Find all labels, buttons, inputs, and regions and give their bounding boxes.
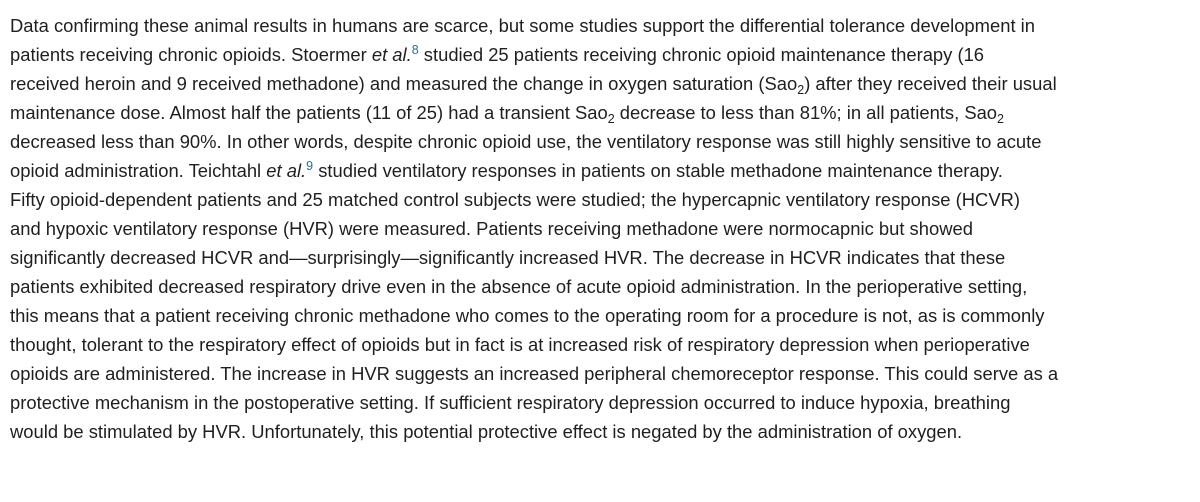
paragraph-line [10, 98, 1190, 127]
subscript: 2 [797, 83, 805, 97]
paragraph-line: significantly decreased HCVR and—surprisingly—significantly increased HVR. The decrease in HCVR indicates that these [10, 247, 1006, 268]
body-paragraph [10, 11, 1190, 446]
paragraph-line [10, 156, 1190, 185]
text-run: ) after they received their usual [804, 73, 1057, 94]
paragraph-line [10, 69, 1190, 98]
citation-link-8[interactable]: 8 [411, 43, 419, 57]
text-run: studied 25 patients receiving chronic opioid maintenance therapy (16 [418, 44, 985, 65]
paragraph-line: would be stimulated by HVR. Unfortunately, this potential protective effect is negated by the administration of oxygen. [10, 421, 963, 442]
paragraph-line: decreased less than 90%. In other words, despite chronic opioid use, the ventilatory response was still highly sensitive to acute [10, 131, 1042, 152]
text-run: opioid administration. Teichtahl [10, 160, 267, 181]
et-al-italic: et al. [371, 44, 412, 65]
text-run: received heroin and 9 received methadone) and measured the change in oxygen saturation (Sao [10, 73, 798, 94]
paragraph-line: opioids are administered. The increase in HVR suggests an increased peripheral chemoreceptor response. This could serve as a [10, 363, 1059, 384]
subscript: 2 [607, 112, 615, 126]
paragraph-line: patients exhibited decreased respiratory drive even in the absence of acute opioid administration. In the perioperative setting, [10, 276, 1028, 297]
citation-link-9[interactable]: 9 [306, 159, 314, 173]
text-run: maintenance dose. Almost half the patients (11 of 25) had a transient Sao [10, 102, 608, 123]
text-run: studied ventilatory responses in patients on stable methadone maintenance therapy. [313, 160, 1003, 181]
text-run: decrease to less than 81%; in all patients, Sao [614, 102, 998, 123]
paragraph-line: protective mechanism in the postoperative setting. If sufficient respiratory depression occurred to induce hypoxia, breathing [10, 392, 1011, 413]
paragraph-line: Fifty opioid-dependent patients and 25 matched control subjects were studied; the hypercapnic ventilatory response (HCVR) [10, 189, 1020, 210]
text-run: patients receiving chronic opioids. Stoermer [10, 44, 372, 65]
paragraph-line [10, 40, 1190, 69]
et-al-italic: et al. [266, 160, 307, 181]
paragraph-line: this means that a patient receiving chronic methadone who comes to the operating room for a procedure is not, as is commonly [10, 305, 1045, 326]
subscript: 2 [997, 112, 1004, 126]
paragraph-line: Data confirming these animal results in humans are scarce, but some studies support the differential tolerance development in [10, 15, 1035, 36]
paragraph-line: thought, tolerant to the respiratory effect of opioids but in fact is at increased risk of respiratory depression when perioperative [10, 334, 1030, 355]
paragraph-line: and hypoxic ventilatory response (HVR) were measured. Patients receiving methadone were normocapnic but showed [10, 218, 973, 239]
